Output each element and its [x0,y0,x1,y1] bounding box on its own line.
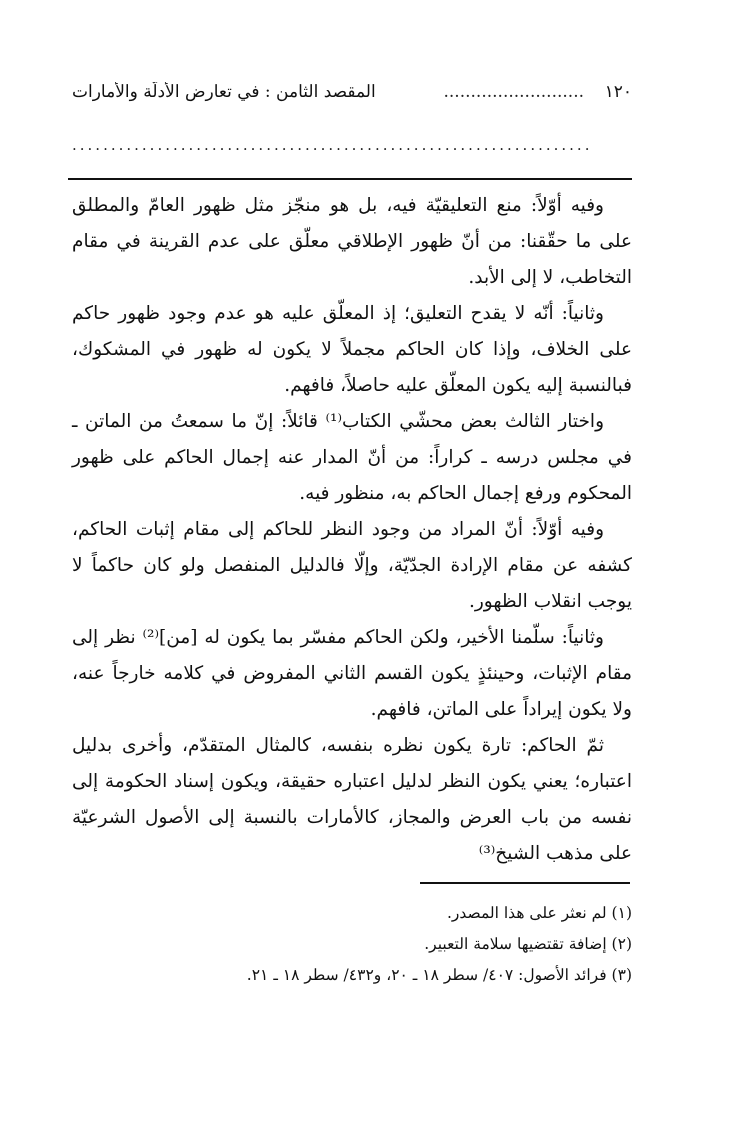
chapter-title: المقصد الثامن : في تعارض الأدلّة والأمارات [72,82,376,102]
page-number: ١٢٠ [604,82,632,102]
running-header [72,82,632,112]
footnote-rule [420,882,630,884]
header-leader-dots: .......................... [443,82,584,102]
paragraph: وثانياً: سلّمنا الأخير، ولكن الحاكم مفسّر بما يكون له [من]⁽²⁾ نظر إلى مقام الإثبات، وحينئذٍ يكون القسم الثاني المفروض في كلامه خارجاً عنه، ولا يكون إيراداً على الماتن، فافهم. [72,627,632,720]
main-text [72,188,632,872]
paragraph: وفيه أوّلاً: أنّ المراد من وجود النظر للحاكم إلى مقام إثبات الحاكم، كشفه عن مقام الإرادة الجدّيّة، وإلّا فالدليل المنفصل ولو كان حاكماً لا يوجب انقلاب الظهور. [72,519,632,612]
paragraph: وثانياً: أنّه لا يقدح التعليق؛ إذ المعلّق عليه هو عدم وجود ظهور حاكم على الخلاف، وإذا كان الحاكم مجملاً لا يكون له ظهور في المشكوك، فبالنسبة إليه يكون المعلّق عليه حاصلاً، فافهم. [72,303,632,396]
paragraph: واختار الثالث بعض محشّي الكتاب⁽¹⁾ قائلاً: إنّ ما سمعتُ من الماتن ـ في مجلس درسه ـ كراراً: من أنّ المدار عنه إجمال الحاكم على ظهور المحكوم ورفع إجمال الحاكم به، منظور فيه. [72,411,632,504]
paragraph: ثمّ الحاكم: تارة يكون نظره بنفسه، كالمثال المتقدّم، وأخرى بدليل اعتباره؛ يعني يكون النظر لدليل اعتباره حقيقة، ويكون إسناد الحكومة إلى نفسه من باب العرض والمجاز، كالأمارات بالنسبة إلى الأصول الشرعيّة على مذهب الشيخ⁽³⁾ [72,735,632,864]
footnote: (٢) إضافة تقتضيها سلامة التعبير. [424,935,632,953]
header-rule [68,178,632,180]
dotted-separator: ................................................................... [72,136,593,154]
footnote: (٣) فرائد الأصول: ٤٠٧/ سطر ١٨ ـ ٢٠، و٤٣٢/ سطر ١٨ ـ ٢١. [246,966,632,984]
footnote: (١) لم نعثر على هذا المصدر. [446,904,632,922]
paragraph: وفيه أوّلاً: منع التعليقيّة فيه، بل هو منجّز مثل ظهور العامّ والمطلق على ما حقّقنا: من أنّ ظهور الإطلاقي معلّق على عدم القرينة في مقام التخاطب، لا إلى الأبد. [72,195,632,288]
footnotes [72,898,632,991]
